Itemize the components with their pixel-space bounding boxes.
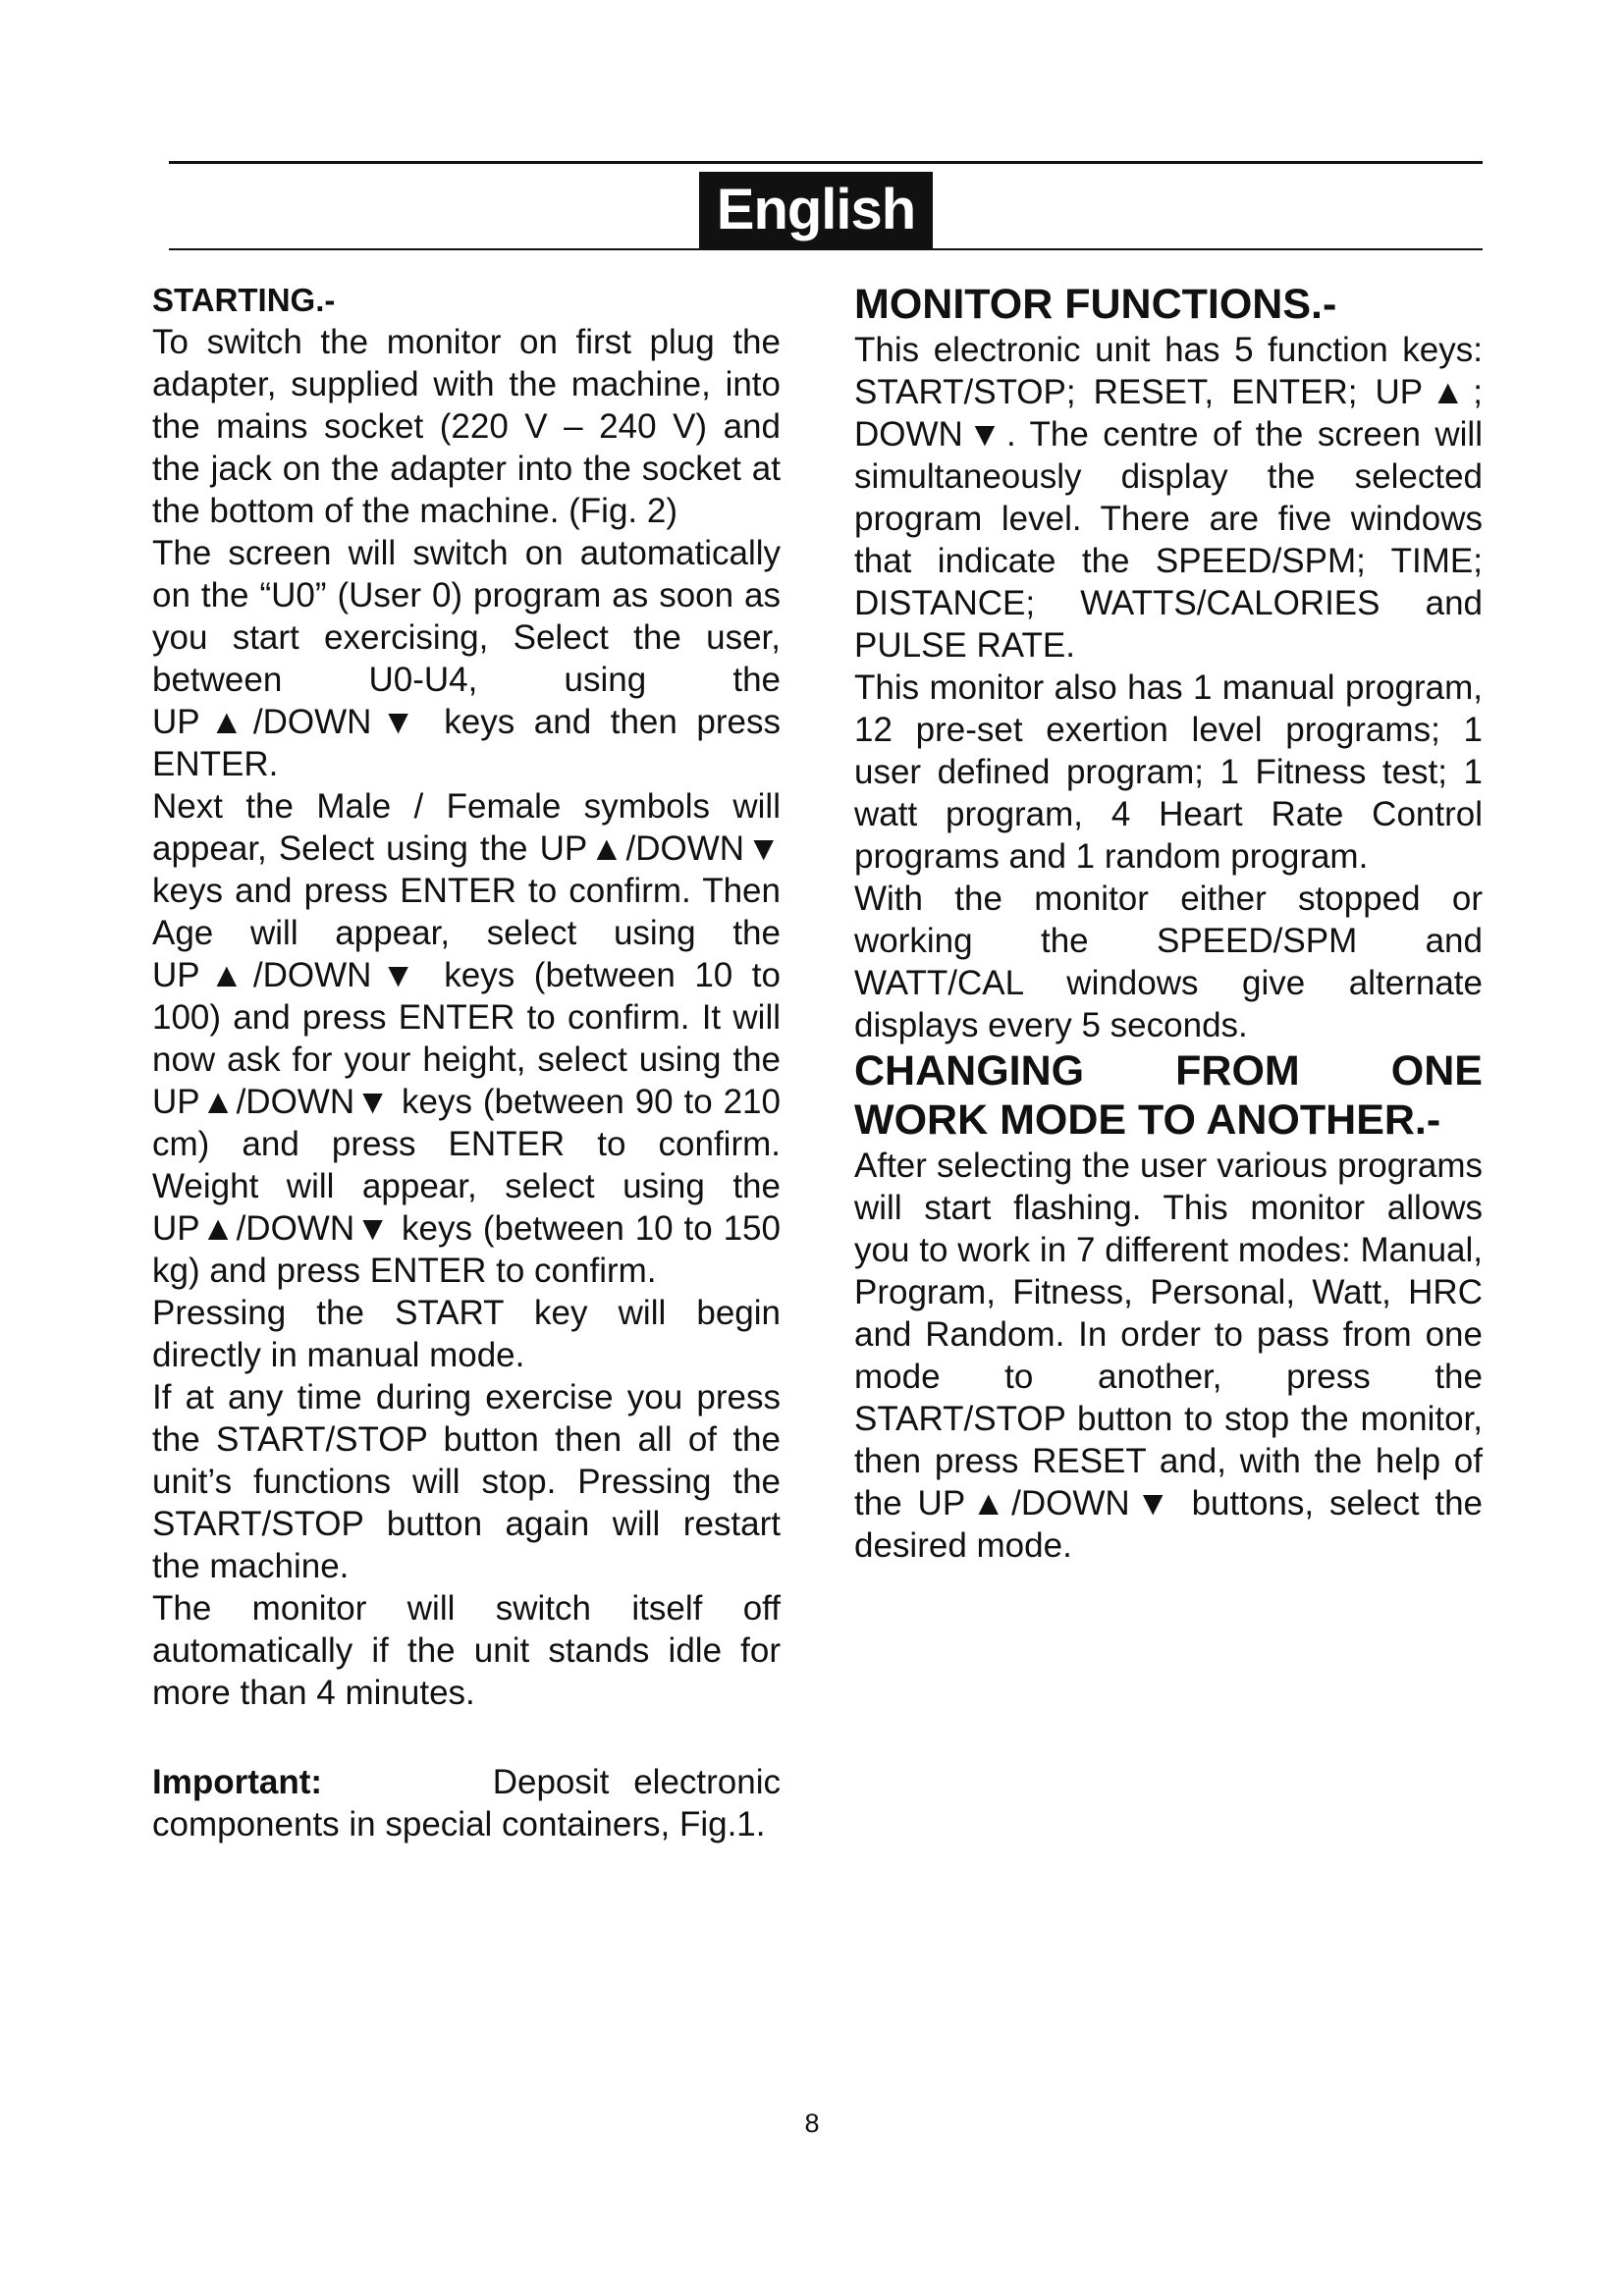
header-bottom-rule bbox=[169, 248, 1483, 250]
monitor-functions-heading: MONITOR FUNCTIONS.- bbox=[854, 281, 1337, 328]
starting-heading: STARTING.- bbox=[152, 282, 336, 318]
monitor-paragraph-1: This electronic unit has 5 function keys: START/STOP; RESET, ENTER; UP▲; DOWN▼. The centre of the screen will simultaneously display the selected program level. There are five windows that indicate the SPEED/SPM; TIME; DISTANCE; WATTS/CALORIES and PULSE RATE. bbox=[854, 331, 1483, 665]
starting-paragraph-5: If at any time during exercise you press the START/STOP button then all of the unit’s functions will stop. Pressing the START/STOP button again will restart the machine. bbox=[152, 1378, 781, 1585]
header-top-rule bbox=[169, 161, 1483, 164]
changing-paragraph: After selecting the user various programs will start flashing. This monitor allows you to work in 7 different modes: Manual, Program, Fitness, Personal, Watt, HRC and Random. In order to pass from one mode to another, press the START/STOP button to stop the monitor, then press RESET and, with the help of the UP▲/DOWN▼ buttons, select the desired mode. bbox=[854, 1147, 1483, 1565]
starting-paragraph-2: The screen will switch on automatically on the “U0” (User 0) program as soon as you start exercising, Select the user, between U0-U4, using the UP▲/DOWN▼ keys and then press ENTER. bbox=[152, 534, 781, 783]
left-column bbox=[152, 280, 781, 1845]
changing-heading-line-2: WORK MODE TO ANOTHER.- bbox=[854, 1096, 1441, 1144]
page-number: 8 bbox=[804, 2109, 820, 2138]
monitor-paragraph-3: With the monitor either stopped or working the SPEED/SPM and WATT/CAL windows give alternate displays every 5 seconds. bbox=[854, 880, 1483, 1044]
important-text: Deposit electronic components in special containers, Fig.1. bbox=[152, 1763, 781, 1843]
starting-paragraph-6: The monitor will switch itself off automatically if the unit stands idle for more than 4 minutes. bbox=[152, 1589, 781, 1712]
language-banner: English bbox=[699, 172, 933, 248]
right-column bbox=[854, 280, 1483, 1567]
starting-paragraph-1: To switch the monitor on first plug the adapter, supplied with the machine, into the mains socket (220 V – 240 V) and the jack on the adapter into the socket at the bottom of the machine. (Fig. 2) bbox=[152, 323, 781, 530]
starting-paragraph-4: Pressing the START key will begin directly in manual mode. bbox=[152, 1294, 781, 1374]
important-note bbox=[152, 1761, 781, 1845]
changing-heading-line-1: CHANGING FROM ONE bbox=[854, 1047, 1483, 1095]
starting-paragraph-3: Next the Male / Female symbols will appear, Select using the UP▲/DOWN▼ keys and press ENTER to confirm. Then Age will appear, select using the UP▲/DOWN▼ keys (between 10 to 100) and press ENTER to confirm. It will now ask for your height, select using the UP▲/DOWN▼ keys (between 90 to 210 cm) and press ENTER to confirm. Weight will appear, select using the UP▲/DOWN▼ keys (between 10 to 150 kg) and press ENTER to confirm. bbox=[152, 787, 781, 1290]
important-label: Important: bbox=[152, 1763, 323, 1801]
monitor-paragraph-2: This monitor also has 1 manual program, 12 pre-set exertion level programs; 1 user defined program; 1 Fitness test; 1 watt program, 4 Heart Rate Control programs and 1 random program. bbox=[854, 668, 1483, 876]
